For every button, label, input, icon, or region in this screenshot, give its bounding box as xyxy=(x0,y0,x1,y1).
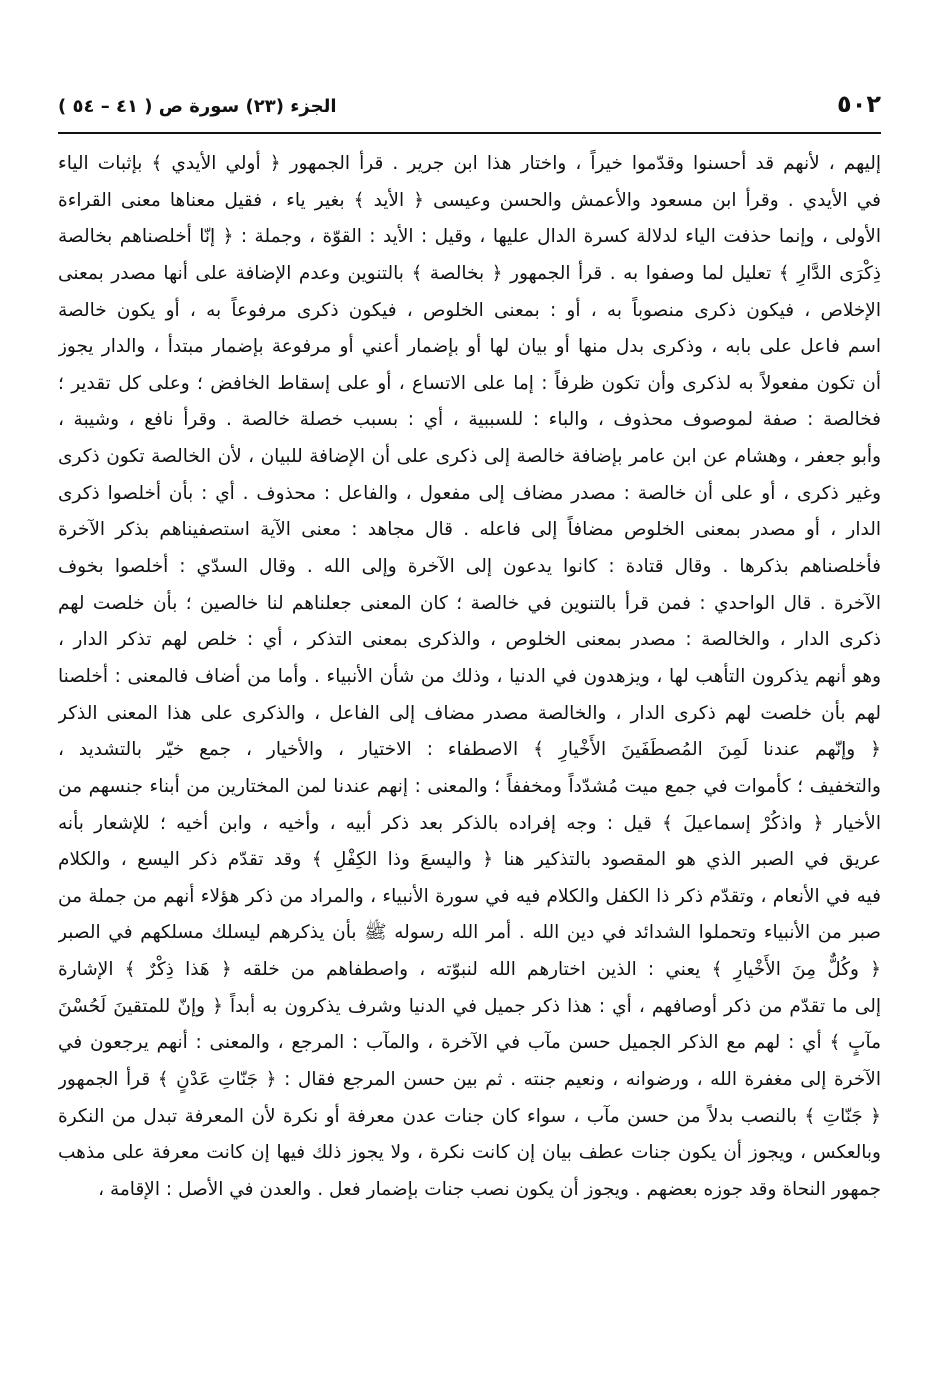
text-line: الآخرة إلى مغفرة الله ، ورضوانه ، ونعيم جنته . ثم بين حسن المرجع فقال : ﴿ جَنّاتِ عَدْنٍ ﴾ قرأ الجمهور xyxy=(58,1069,881,1091)
text-line: صبر من الأنبياء وتحملوا الشدائد في دين الله . أمر الله رسوله ﷺ بأن يذكرهم ليسلك مسلكهم في الصبر xyxy=(58,922,881,944)
text-line: الدار ، أو مصدر بمعنى الخلوص مضافاً إلى فاعله . قال مجاهد : معنى الآية استصفيناهم بذكر الآخرة xyxy=(58,519,881,541)
text-line: فأخلصناهم بذكرها . وقال قتادة : كانوا يدعون إلى الآخرة وإلى الله . وقال السدّي : أخلصوا بخوف xyxy=(58,556,881,578)
text-line: مآبٍ ﴾ أي : لهم مع الذكر الجميل حسن مآب في الآخرة ، والمآب : المرجع ، والمعنى : أنهم يرجعون في xyxy=(58,1032,881,1054)
text-line: فيه في الأنعام ، وتقدّم ذكر ذا الكفل والكلام فيه في سورة الأنبياء ، والمراد من ذكر هؤلاء أنهم من جملة من xyxy=(58,885,881,907)
text-line: الأخيار ﴿ واذكُرْ إسماعيلَ ﴾ قيل : وجه إفراده بالذكر بعد ذكر أبيه ، وأخيه ، وابن أخيه ؛ للإشعار بأنه xyxy=(58,812,881,834)
header-divider xyxy=(58,132,881,134)
text-line: وأبو جعفر ، وهشام عن ابن عامر بإضافة خالصة إلى ذكرى على أن الإضافة للبيان ، لأن الخالصة تكون ذكرى xyxy=(58,446,881,468)
text-line: في الأيدي . وقرأ ابن مسعود والأعمش والحسن وعيسى ﴿ الأيد ﴾ بغير ياء ، فقيل معناها معنى القراءة xyxy=(58,189,881,211)
text-line: جمهور النحاة وقد جوزه بعضهم . ويجوز أن يكون نصب جنات بإضمار فعل . والعدن في الأصل : الإقامة ، xyxy=(98,1178,881,1200)
chapter-title: الجزء (٢٣) سورة ص ( ٤١ – ٥٤ ) xyxy=(58,96,337,117)
text-line: ﴿ جَنّاتِ ﴾ بالنصب بدلاً من حسن مآب ، سواء كان جنات عدن معرفة أو نكرة لأن المعرفة تبدل من النكرة xyxy=(58,1105,881,1127)
text-line: ذِكْرَى الدَّارِ ﴾ تعليل لما وصفوا به . قرأ الجمهور ﴿ بخالصة ﴾ بالتنوين وعدم الإضافة على أنها مصدر بمعنى xyxy=(58,262,881,284)
text-line: اسم فاعل على بابه ، وذكرى بدل منها أو بيان لها أو بإضمار أعني أو مرفوعة بإضمار مبتدأ ، والدار يجوز xyxy=(58,336,881,358)
text-line: ﴿ وإنّهم عندنا لَمِنَ المُصطَفَينَ الأَخْيارِ ﴾ الاصطفاء : الاختيار ، والأخيار ، جمع خيّر بالتشديد ، xyxy=(58,739,881,761)
text-line: إلى ما تقدّم من ذكر أوصافهم ، أي : هذا ذكر جميل في الدنيا وشرف يذكرون به أبداً ﴿ وإنّ للمتقينَ لَحُسْنَ xyxy=(58,995,881,1017)
text-line: وغير ذكرى ، أو على أن خالصة : مصدر مضاف إلى مفعول ، والفاعل : محذوف . أي : بأن أخلصوا ذكرى xyxy=(58,482,881,504)
text-line: الإخلاص ، فيكون ذكرى منصوباً به ، أو : بمعنى الخلوص ، فيكون ذكرى مرفوعاً به ، أو يكون خالصة xyxy=(58,299,881,321)
text-line: والتخفيف ؛ كأموات في جمع ميت مُشدّداً ومخففاً ؛ والمعنى : إنهم عندنا لمن المختارين من أبناء جنسهم من xyxy=(58,775,881,797)
text-line: الآخرة . قال الواحدي : فمن قرأ بالتنوين في خالصة ؛ كان المعنى جعلناهم لنا خالصين ؛ بأن خلصت لهم xyxy=(58,592,881,614)
text-line: وبالعكس ، ويجوز أن يكون جنات عطف بيان إن كانت نكرة ، ولا يجوز ذلك فيها إن كانت معرفة على مذهب xyxy=(58,1142,881,1164)
text-line: لهم بأن خلصت لهم ذكرى الدار ، والخالصة مصدر مضاف إلى الفاعل ، والذكرى على هذا المعنى الذكر xyxy=(58,702,881,724)
text-line: أن تكون مفعولاً به لذكرى وأن تكون ظرفاً : إما على الاتساع ، أو على إسقاط الخافض ؛ وعلى كل تقدير ؛ xyxy=(58,372,881,394)
page-number: ٥٠٢ xyxy=(837,90,881,118)
text-line: عريق في الصبر الذي هو المقصود بالتذكير هنا ﴿ واليسعَ وذا الكِفْلِ ﴾ وقد تقدّم ذكر اليسع ، والكلام xyxy=(58,849,881,871)
text-line: الأولى ، وإنما حذفت الياء لدلالة كسرة الدال عليها ، وقيل : الأيد : القوّة ، وجملة : ﴿ إنّا أخلصناهم بخالصة xyxy=(58,226,881,248)
text-line: وهو أنهم يذكرون التأهب لها ، ويزهدون في الدنيا ، وذلك من شأن الأنبياء . وأما من أضاف فالمعنى : أخلصنا xyxy=(58,665,881,687)
text-line: فخالصة : صفة لموصوف محذوف ، والباء : للسببية ، أي : بسبب خصلة خالصة . وقرأ نافع ، وشيبة ، xyxy=(58,409,881,431)
text-line: ﴿ وكُلٌّ مِنَ الأَخْيارِ ﴾ يعني : الذين اختارهم الله لنبوّته ، واصطفاهم من خلقه ﴿ هَذا ذِكْرٌ ﴾ الإشارة xyxy=(58,959,881,981)
body-text xyxy=(58,146,881,1209)
text-line: ذكرى الدار ، والخالصة : مصدر بمعنى الخلوص ، والذكرى بمعنى التذكر ، أي : خلص لهم تذكر الدار ، xyxy=(58,629,881,651)
text-line: إليهم ، لأنهم قد أحسنوا وقدّموا خيراً ، واختار هذا ابن جرير . قرأ الجمهور ﴿ أولي الأيدي ﴾ بإثبات الياء xyxy=(58,153,881,174)
running-header xyxy=(58,90,881,134)
